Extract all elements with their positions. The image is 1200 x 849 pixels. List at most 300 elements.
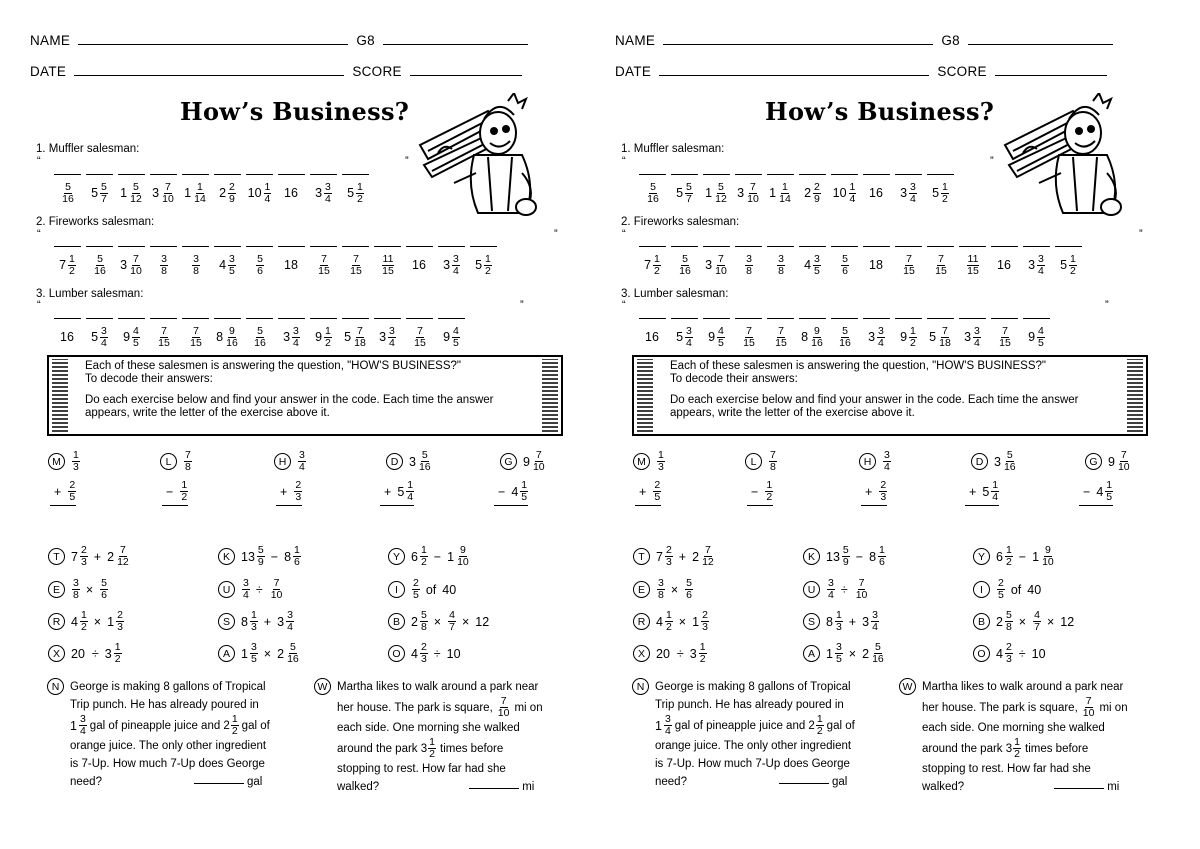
exercise-letter-circle: D xyxy=(386,453,403,470)
code-slot[interactable] xyxy=(863,246,890,278)
mixed-number: 18 xyxy=(869,258,883,272)
date-label: DATE xyxy=(30,64,67,79)
fraction: $\frac{7}{15}$ xyxy=(350,252,362,277)
exercise-g: G 9 $\frac{7}{10}$ − 4 $\frac{1}{5}$ xyxy=(500,450,546,473)
mixed-number xyxy=(71,450,80,473)
mixed-number: 2 $\frac{5}{8}$ xyxy=(996,609,1012,633)
worksheet-title: How’s Business? xyxy=(765,97,995,126)
code-row-1 xyxy=(639,174,954,206)
name-label: NAME xyxy=(30,33,71,48)
mixed-number: 2 $\frac{5}{8}$ xyxy=(411,609,427,633)
name-line[interactable] xyxy=(663,33,933,45)
exercise-letter-circle: N xyxy=(47,678,64,695)
code-slot[interactable] xyxy=(310,246,337,278)
fraction: $\frac{7}{10}$ xyxy=(855,577,868,601)
code-slot[interactable] xyxy=(246,174,273,206)
code-slot[interactable] xyxy=(927,174,954,206)
mixed-number xyxy=(776,254,785,277)
score-label: SCORE xyxy=(352,64,402,79)
mixed-number: 4 $\frac{2}{3}$ xyxy=(411,641,427,665)
code-slot[interactable] xyxy=(735,246,762,278)
exercise-letter-circle: S xyxy=(803,613,820,630)
mixed-number: 3 $\frac{3}{4}$ xyxy=(277,609,293,633)
fraction: $\frac{7}{15}$ xyxy=(318,252,330,277)
date-line[interactable] xyxy=(659,64,929,76)
mixed-number xyxy=(99,578,108,601)
box-pattern-left xyxy=(52,359,68,432)
exercise-i: I $\frac{2}{5}$ of 40 xyxy=(388,578,457,601)
mixed-number xyxy=(965,254,980,277)
code-slot[interactable] xyxy=(246,246,273,278)
code-slot[interactable] xyxy=(767,174,794,206)
fraction: $\frac{1}{4}$ xyxy=(992,479,999,503)
code-slot[interactable] xyxy=(927,246,954,278)
code-slot[interactable] xyxy=(150,318,177,350)
mixed-number: 2 $\frac{5}{16}$ xyxy=(277,641,299,665)
fraction: $\frac{1}{5}$ xyxy=(521,479,528,503)
mixed-number xyxy=(92,254,107,277)
code-slot[interactable] xyxy=(182,246,209,278)
code-slot[interactable] xyxy=(1023,246,1050,278)
mixed-number: 3 $\frac{3}{4}$ xyxy=(964,324,980,349)
code-slot[interactable] xyxy=(703,246,730,278)
code-slot[interactable] xyxy=(959,318,986,350)
fraction: $\frac{1}{2}$ xyxy=(181,479,188,503)
mixed-number: 9 $\frac{4}{5}$ xyxy=(708,324,724,349)
code-slot[interactable] xyxy=(310,318,337,350)
mixed-number xyxy=(744,254,753,277)
code-slot[interactable] xyxy=(799,318,826,350)
grade-label: G8 xyxy=(356,33,375,48)
mixed-number: 3 $\frac{7}{10}$ xyxy=(737,180,759,205)
fraction: $\frac{3}{4}$ xyxy=(872,609,878,633)
mixed-number xyxy=(773,326,788,349)
mixed-number: 40 xyxy=(1027,582,1042,597)
answer-blank-n[interactable] xyxy=(194,773,244,784)
mixed-number: 4 $\frac{1}{2}$ xyxy=(71,609,87,633)
code-slot[interactable] xyxy=(895,174,922,206)
code-slot[interactable] xyxy=(278,174,305,206)
mixed-number: 3 $\frac{3}{4}$ xyxy=(315,180,331,205)
exercise-l: L $\frac{7}{8}$ − $\frac{1}{2}$ xyxy=(160,450,192,473)
exercise-letter-circle: E xyxy=(48,581,65,598)
fraction: $\frac{3}{5}$ xyxy=(229,252,235,277)
fraction: $\frac{3}{4}$ xyxy=(299,449,305,473)
code-slot[interactable] xyxy=(406,318,433,350)
fraction: $\frac{2}{3}$ xyxy=(117,609,123,633)
date-row xyxy=(615,64,1111,79)
fraction: $\frac{3}{5}$ xyxy=(814,252,820,277)
mixed-number xyxy=(380,254,395,277)
mixed-number: 3 $\frac{1}{2}$ xyxy=(689,641,706,665)
quote-close-3: ” xyxy=(520,299,524,311)
exercise-d: D 3 $\frac{5}{16}$ + 5 $\frac{1}{4}$ xyxy=(971,450,1017,473)
question-2-label: 2. Fireworks salesman: xyxy=(621,216,740,228)
exercise-l: L $\frac{7}{8}$ − $\frac{1}{2}$ xyxy=(745,450,777,473)
fraction: $\frac{3}{4}$ xyxy=(325,180,331,205)
code-slot[interactable] xyxy=(118,246,145,278)
code-slot[interactable] xyxy=(374,318,401,350)
code-slot[interactable] xyxy=(278,246,305,278)
question-1-label: 1. Muffler salesman: xyxy=(621,143,725,155)
code-slot[interactable] xyxy=(895,318,922,350)
code-slot[interactable] xyxy=(118,174,145,206)
mixed-number: 5 $\frac{7}{18}$ xyxy=(929,324,951,349)
mixed-number: 5 $\frac{5}{7}$ xyxy=(91,180,107,205)
mixed-number xyxy=(656,578,665,601)
code-slot[interactable] xyxy=(735,318,762,350)
code-slot[interactable] xyxy=(799,246,826,278)
mixed-number xyxy=(878,480,887,503)
fraction: $\frac{11}{15}$ xyxy=(382,252,394,277)
mixed-number: 3 $\frac{3}{4}$ xyxy=(868,324,884,349)
lumber-salesman-cartoon-icon xyxy=(1003,93,1125,223)
fraction: $\frac{2}{3}$ xyxy=(665,544,672,568)
fraction: $\frac{3}{8}$ xyxy=(193,252,199,277)
fraction: $\frac{2}{3}$ xyxy=(295,479,302,503)
fraction: $\frac{5}{16}$ xyxy=(647,180,659,205)
mixed-number xyxy=(269,578,284,601)
fraction: $\frac{4}{7}$ xyxy=(1034,609,1040,633)
code-slot[interactable] xyxy=(278,318,305,350)
exercise-letter-circle: K xyxy=(803,548,820,565)
lumber-salesman-cartoon-icon xyxy=(418,93,540,223)
worksheet-title: How’s Business? xyxy=(180,97,410,126)
fraction: $\frac{4}{5}$ xyxy=(718,324,724,349)
mixed-number: 8 $\frac{1}{3}$ xyxy=(241,609,257,633)
code-slot[interactable] xyxy=(991,246,1018,278)
code-slot[interactable] xyxy=(831,246,858,278)
code-slot[interactable] xyxy=(927,318,954,350)
fraction: $\frac{1}{2}$ xyxy=(942,180,948,205)
fraction: $\frac{5}{16}$ xyxy=(679,252,691,277)
code-slot[interactable] xyxy=(150,246,177,278)
fraction: $\frac{3}{8}$ xyxy=(746,252,752,277)
mixed-number: 3 $\frac{7}{10}$ xyxy=(120,252,142,277)
code-slot[interactable] xyxy=(438,246,465,278)
date-row xyxy=(30,64,526,79)
code-row-2 xyxy=(639,246,1082,278)
quote-close-1: ” xyxy=(405,155,409,167)
instructions-box xyxy=(47,355,563,436)
exercise-y: Y 6 $\frac{1}{2}$ − 1 $\frac{9}{10}$ xyxy=(973,545,1055,568)
code-row-1 xyxy=(54,174,369,206)
code-slot[interactable] xyxy=(86,174,113,206)
mixed-number: 7 $\frac{2}{3}$ xyxy=(71,544,87,568)
exercise-letter-circle: W xyxy=(314,678,331,695)
code-slot[interactable] xyxy=(182,174,209,206)
mixed-number: 8 $\frac{1}{3}$ xyxy=(826,609,842,633)
exercise-h: H $\frac{3}{4}$ + $\frac{2}{3}$ xyxy=(274,450,306,473)
code-slot[interactable] xyxy=(374,246,401,278)
mixed-number: 9 $\frac{7}{10}$ xyxy=(1108,449,1130,473)
exercise-letter-circle: R xyxy=(633,613,650,630)
mixed-number: 7 $\frac{1}{2}$ xyxy=(59,252,75,277)
exercise-a: A 1 $\frac{3}{5}$ × 2 $\frac{5}{16}$ xyxy=(803,642,885,665)
score-line[interactable] xyxy=(410,64,522,76)
exercise-letter-circle: I xyxy=(973,581,990,598)
exercise-letter-circle: E xyxy=(633,581,650,598)
box-pattern-right xyxy=(542,359,558,432)
code-slot[interactable] xyxy=(54,318,81,350)
code-slot[interactable] xyxy=(703,318,730,350)
code-slot[interactable] xyxy=(799,174,826,206)
code-slot[interactable] xyxy=(639,174,666,206)
mixed-number: 13 $\frac{5}{9}$ xyxy=(826,544,849,568)
name-row xyxy=(30,33,532,48)
code-slot[interactable] xyxy=(863,318,890,350)
answer-blank-w[interactable] xyxy=(469,778,519,789)
fraction: $\frac{1}{2}$ xyxy=(699,641,706,665)
exercise-g: G 9 $\frac{7}{10}$ − 4 $\frac{1}{5}$ xyxy=(1085,450,1131,473)
code-slot[interactable] xyxy=(703,174,730,206)
mixed-number: 3 $\frac{5}{16}$ xyxy=(409,449,431,473)
fraction: $\frac{1}{2}$ xyxy=(429,736,435,760)
mixed-number xyxy=(645,182,660,205)
mixed-number: 2 $\frac{7}{12}$ xyxy=(107,544,129,568)
answer-blank-n[interactable] xyxy=(779,773,829,784)
name-label: NAME xyxy=(615,33,656,48)
name-row xyxy=(615,33,1117,48)
fraction: $\frac{7}{12}$ xyxy=(117,544,129,568)
code-slot[interactable] xyxy=(863,174,890,206)
fraction: $\frac{1}{6}$ xyxy=(294,544,300,568)
code-slot[interactable] xyxy=(639,318,666,350)
fraction: $\frac{3}{8}$ xyxy=(161,252,167,277)
exercise-y: Y 6 $\frac{1}{2}$ − 1 $\frac{9}{10}$ xyxy=(388,545,470,568)
mixed-number: 4 $\frac{1}{5}$ xyxy=(511,479,528,503)
word-problem-n: N George is making 8 gallons of Tropical Trip punch. He has already poured in 1 $\frac{3}{4}$ gal of pineapple juice and 2 $\frac{1}{2}$ gal of orange juice. The only other ingredient is 7-Up. How much 7-Up does George need? gal xyxy=(47,678,279,791)
word-problem-n: N George is making 8 gallons of Tropical Trip punch. He has already poured in 1 $\frac{3}{4}$ gal of pineapple juice and 2 $\frac{1}{2}$ gal of orange juice. The only other ingredient is 7-Up. How much 7-Up does George need? gal xyxy=(632,678,864,791)
grade-line[interactable] xyxy=(968,33,1113,45)
fraction: $\frac{4}{7}$ xyxy=(449,609,455,633)
mixed-number: 8 $\frac{1}{6}$ xyxy=(284,544,300,568)
mixed-number: 5 $\frac{1}{4}$ xyxy=(397,479,414,503)
code-slot[interactable] xyxy=(54,246,81,278)
instructions-line-2: To decode their answers: xyxy=(670,372,798,385)
mixed-number: 10 $\frac{1}{4}$ xyxy=(247,180,271,205)
mixed-number xyxy=(188,326,203,349)
mixed-number xyxy=(67,480,76,503)
code-slot[interactable] xyxy=(150,174,177,206)
fraction: $\frac{3}{4}$ xyxy=(1038,252,1044,277)
fraction: $\frac{9}{10}$ xyxy=(457,544,469,568)
code-slot[interactable] xyxy=(831,174,858,206)
exercise-letter-circle: Y xyxy=(973,548,990,565)
fraction: $\frac{7}{10}$ xyxy=(747,180,759,205)
code-slot[interactable] xyxy=(671,174,698,206)
code-slot[interactable] xyxy=(671,246,698,278)
code-row-3 xyxy=(54,318,465,350)
mixed-number: 5 $\frac{1}{2}$ xyxy=(475,252,491,277)
mixed-number xyxy=(837,326,852,349)
exercise-b: B 2 $\frac{5}{8}$ × $\frac{4}{7}$ × 12 xyxy=(388,610,489,633)
instructions-line-2: To decode their answers: xyxy=(85,372,213,385)
quote-open-2: “ xyxy=(622,228,626,240)
exercise-o: O 4 $\frac{2}{3}$ ÷ 10 xyxy=(973,642,1047,665)
quote-close-3: ” xyxy=(1105,299,1109,311)
fraction: $\frac{11}{15}$ xyxy=(967,252,979,277)
code-slot[interactable] xyxy=(342,174,369,206)
mixed-number xyxy=(764,480,773,503)
fraction: $\frac{3}{4}$ xyxy=(287,609,293,633)
fraction: $\frac{1}{4}$ xyxy=(849,180,856,205)
code-slot[interactable] xyxy=(182,318,209,350)
mixed-number: 10 xyxy=(1031,646,1046,661)
mixed-number: 7 $\frac{2}{3}$ xyxy=(656,544,672,568)
name-line[interactable] xyxy=(78,33,348,45)
mixed-number: 3 $\frac{5}{16}$ xyxy=(994,449,1016,473)
code-slot[interactable] xyxy=(895,246,922,278)
code-slot[interactable] xyxy=(406,246,433,278)
instructions-line-1: Each of these salesmen is answering the question, "HOW'S BUSINESS?" xyxy=(670,360,1046,372)
code-slot[interactable] xyxy=(310,174,337,206)
fraction: $\frac{1}{2}$ xyxy=(654,252,660,277)
code-slot[interactable] xyxy=(214,174,241,206)
code-slot[interactable] xyxy=(991,318,1018,350)
fraction: $\frac{1}{2}$ xyxy=(665,609,672,633)
mixed-number: 5 $\frac{1}{2}$ xyxy=(1060,252,1076,277)
mixed-number: 1 $\frac{2}{3}$ xyxy=(692,609,708,633)
mixed-number: 9 $\frac{4}{5}$ xyxy=(1028,324,1044,349)
code-slot[interactable] xyxy=(470,246,497,278)
mixed-number: 16 xyxy=(60,330,74,344)
code-slot[interactable] xyxy=(246,318,273,350)
fraction: $\frac{1}{2}$ xyxy=(325,324,331,349)
code-slot[interactable] xyxy=(342,246,369,278)
mixed-number: 5 $\frac{7}{18}$ xyxy=(344,324,366,349)
code-slot[interactable] xyxy=(342,318,369,350)
exercise-k: K 13 $\frac{5}{9}$ − 8 $\frac{1}{6}$ xyxy=(803,545,886,568)
fraction: $\frac{1}{2}$ xyxy=(231,713,238,737)
fraction: $\frac{2}{3}$ xyxy=(702,609,708,633)
mixed-number xyxy=(882,450,891,473)
code-slot[interactable] xyxy=(118,318,145,350)
code-slot[interactable] xyxy=(86,246,113,278)
fraction: $\frac{7}{18}$ xyxy=(354,324,366,349)
mixed-number: 3 $\frac{3}{4}$ xyxy=(1028,252,1044,277)
mixed-number xyxy=(252,326,267,349)
code-slot[interactable] xyxy=(1055,246,1082,278)
mixed-number xyxy=(159,254,168,277)
mixed-number: 5 $\frac{5}{7}$ xyxy=(676,180,692,205)
mixed-number xyxy=(316,254,331,277)
exercise-letter-circle: X xyxy=(633,645,650,662)
code-slot[interactable] xyxy=(639,246,666,278)
fraction: $\frac{2}{3}$ xyxy=(420,641,427,665)
mixed-number xyxy=(71,578,80,601)
fraction: $\frac{3}{5}$ xyxy=(250,641,257,665)
fraction: $\frac{5}{6}$ xyxy=(101,577,107,601)
fraction: $\frac{9}{10}$ xyxy=(1042,544,1054,568)
mixed-number: 16 xyxy=(284,186,298,200)
exercise-o: O 4 $\frac{2}{3}$ ÷ 10 xyxy=(388,642,462,665)
code-slot[interactable] xyxy=(438,318,465,350)
score-line[interactable] xyxy=(995,64,1107,76)
fraction: $\frac{7}{15}$ xyxy=(158,324,170,349)
code-slot[interactable] xyxy=(214,246,241,278)
mixed-number xyxy=(840,254,849,277)
code-slot[interactable] xyxy=(1023,318,1050,350)
exercise-letter-circle: B xyxy=(973,613,990,630)
fraction: $\frac{1}{3}$ xyxy=(73,449,79,473)
code-row-2 xyxy=(54,246,497,278)
exercise-s: S 8 $\frac{1}{3}$ + 3 $\frac{3}{4}$ xyxy=(218,610,294,633)
fraction: $\frac{3}{4}$ xyxy=(453,252,459,277)
mixed-number xyxy=(447,610,456,633)
instructions-line-4: appears, write the letter of the exercise above it. xyxy=(670,406,915,419)
mixed-number: 4 $\frac{1}{5}$ xyxy=(1096,479,1113,503)
mixed-number: 2 $\frac{2}{9}$ xyxy=(804,180,820,205)
mixed-number xyxy=(412,326,427,349)
mixed-number: 4 $\frac{1}{2}$ xyxy=(656,609,672,633)
mixed-number: 3 $\frac{7}{10}$ xyxy=(152,180,174,205)
exercise-letter-circle: L xyxy=(745,453,762,470)
fraction: $\frac{1}{3}$ xyxy=(658,449,664,473)
mixed-number: 20 xyxy=(71,646,85,661)
fraction: $\frac{2}{3}$ xyxy=(80,544,87,568)
mixed-number: 1 $\frac{1}{14}$ xyxy=(769,180,791,205)
mixed-number xyxy=(156,326,171,349)
exercise-letter-circle: X xyxy=(48,645,65,662)
mixed-number: 16 xyxy=(997,258,1011,272)
code-slot[interactable] xyxy=(767,318,794,350)
mixed-number: 8 $\frac{9}{16}$ xyxy=(801,324,823,349)
fraction: $\frac{7}{15}$ xyxy=(190,324,202,349)
code-slot[interactable] xyxy=(831,318,858,350)
mixed-number: 4 $\frac{3}{5}$ xyxy=(219,252,235,277)
mixed-number: 1 $\frac{3}{5}$ xyxy=(241,641,257,665)
fraction: $\frac{7}{15}$ xyxy=(999,324,1011,349)
code-slot[interactable] xyxy=(214,318,241,350)
answer-blank-w[interactable] xyxy=(1054,778,1104,789)
fraction: $\frac{1}{4}$ xyxy=(407,479,414,503)
fraction: $\frac{3}{4}$ xyxy=(389,324,395,349)
fraction: $\frac{7}{8}$ xyxy=(185,449,191,473)
quote-open-1: “ xyxy=(622,155,626,167)
instructions-text xyxy=(670,360,1120,419)
exercise-x: X 20 ÷ 3 $\frac{1}{2}$ xyxy=(633,642,707,665)
date-line[interactable] xyxy=(74,64,344,76)
code-slot[interactable] xyxy=(735,174,762,206)
grade-line[interactable] xyxy=(383,33,528,45)
mixed-number xyxy=(241,578,250,601)
fraction: $\frac{7}{10}$ xyxy=(270,577,283,601)
fraction: $\frac{5}{9}$ xyxy=(842,544,849,568)
code-slot[interactable] xyxy=(54,174,81,206)
code-slot[interactable] xyxy=(767,246,794,278)
fraction: $\frac{3}{8}$ xyxy=(73,577,79,601)
mixed-number: 2 $\frac{2}{9}$ xyxy=(219,180,235,205)
mixed-number: 5 $\frac{1}{4}$ xyxy=(982,479,999,503)
fraction: $\frac{5}{12}$ xyxy=(130,180,142,205)
mixed-number: 9 $\frac{4}{5}$ xyxy=(443,324,459,349)
code-slot[interactable] xyxy=(959,246,986,278)
exercise-letter-circle: T xyxy=(633,548,650,565)
mixed-number: 10 xyxy=(446,646,461,661)
mixed-number: 1 $\frac{1}{14}$ xyxy=(184,180,206,205)
exercise-letter-circle: H xyxy=(274,453,291,470)
mixed-number xyxy=(933,254,948,277)
mixed-number: 1 $\frac{5}{12}$ xyxy=(705,180,727,205)
word-problem-w: W Martha likes to walk around a park near her house. The park is square, $\frac{7}{10}$ mi on each side. One morning she walked around the park 3 $\frac{1}{2}$ times before stopping to rest. How far had she walked? mi xyxy=(314,678,564,796)
mixed-number xyxy=(1032,610,1041,633)
fraction: $\frac{5}{7}$ xyxy=(101,180,107,205)
fraction: $\frac{7}{15}$ xyxy=(903,252,915,277)
code-slot[interactable] xyxy=(671,318,698,350)
mixed-number: 9 $\frac{4}{5}$ xyxy=(123,324,139,349)
code-slot[interactable] xyxy=(86,318,113,350)
